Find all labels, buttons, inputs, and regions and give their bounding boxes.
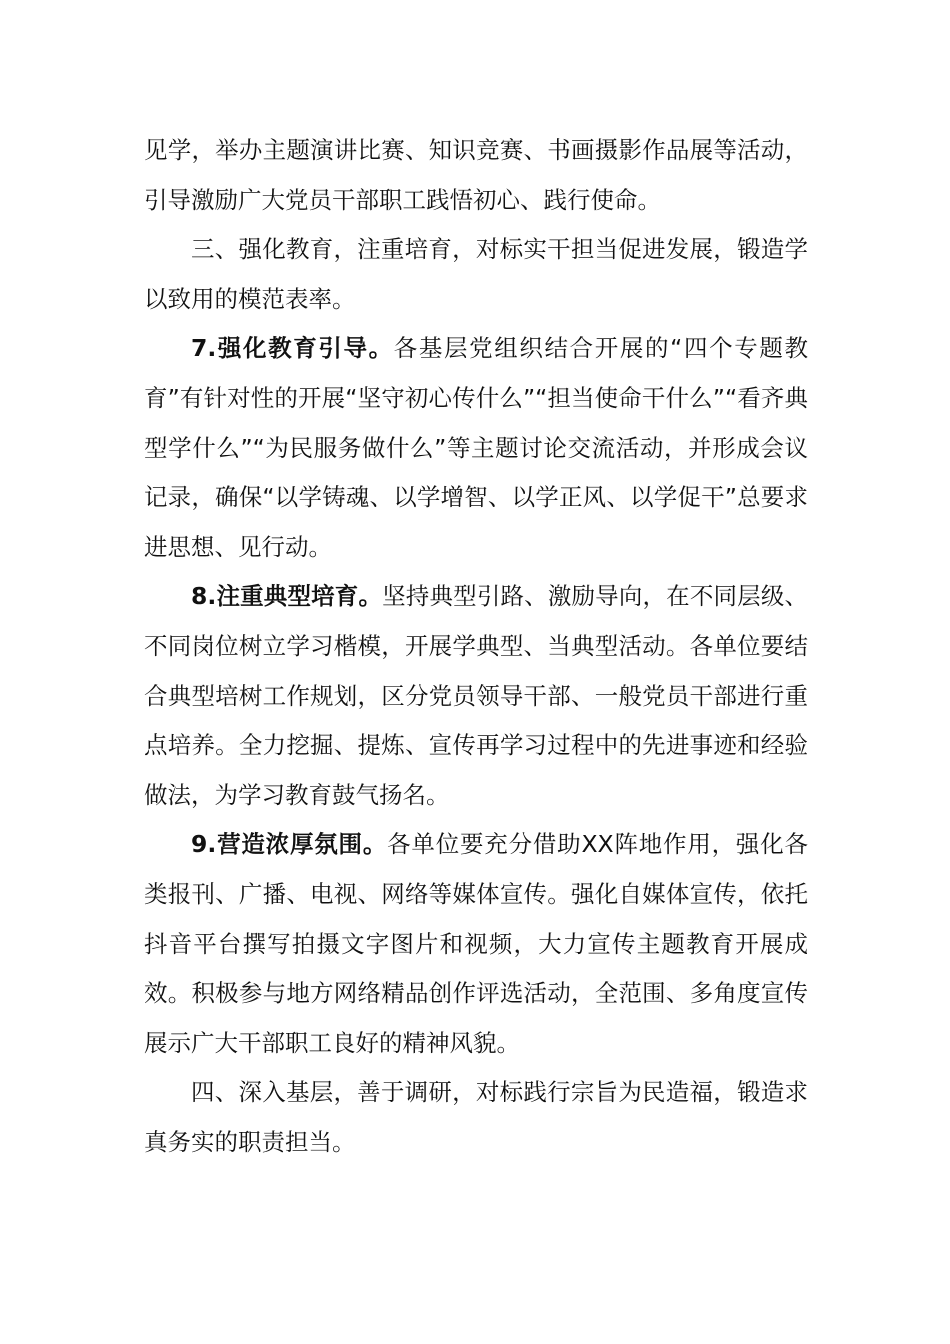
- item-8-paragraph: [144, 572, 808, 820]
- paragraph-text: 各基层党组织结合开展的“四个专题教育”有针对性的开展“坚守初心传什么”“担当使命干什么”“看齐典型学什么”“为民服务做什么”等主题讨论交流活动，并形成会议记录，确保“以学铸魂、以学增智、以学正风、以学促干”总要求进思想、见行动。: [144, 334, 808, 561]
- document-body: [144, 126, 808, 1167]
- item-7-paragraph: [144, 324, 808, 572]
- paragraph-text: 见学，举办主题演讲比赛、知识竞赛、书画摄影作品展等活动，引导激励广大党员干部职工践悟初心、践行使命。: [144, 136, 808, 214]
- item-9-paragraph: [144, 820, 808, 1068]
- paragraph-text: 各单位要充分借助XX阵地作用，强化各类报刊、广播、电视、网络等媒体宣传。强化自媒体宣传，依托抖音平台撰写拍摄文字图片和视频，大力宣传主题教育开展成效。积极参与地方网络精品创作评选活动，全范围、多角度宣传展示广大干部职工良好的精神风貌。: [144, 830, 808, 1057]
- paragraph-text: 坚持典型引路、激励导向，在不同层级、不同岗位树立学习楷模，开展学典型、当典型活动。各单位要结合典型培树工作规划，区分党员领导干部、一般党员干部进行重点培养。全力挖掘、提炼、宣传再学习过程中的先进事迹和经验做法，为学习教育鼓气扬名。: [144, 582, 809, 809]
- section-heading-three: [144, 225, 808, 324]
- item-7-heading: 7.强化教育引导。: [191, 334, 394, 363]
- paragraph-text: 三、强化教育，注重培育，对标实干担当促进发展，锻造学以致用的模范表率。: [144, 235, 808, 313]
- paragraph-text: 四、深入基层，善于调研，对标践行宗旨为民造福，锻造求真务实的职责担当。: [144, 1078, 808, 1156]
- item-8-heading: 8.注重典型培育。: [191, 582, 383, 611]
- section-heading-four: [144, 1068, 808, 1167]
- item-9-heading: 9.营造浓厚氛围。: [191, 830, 388, 859]
- paragraph-continuation: [144, 126, 808, 225]
